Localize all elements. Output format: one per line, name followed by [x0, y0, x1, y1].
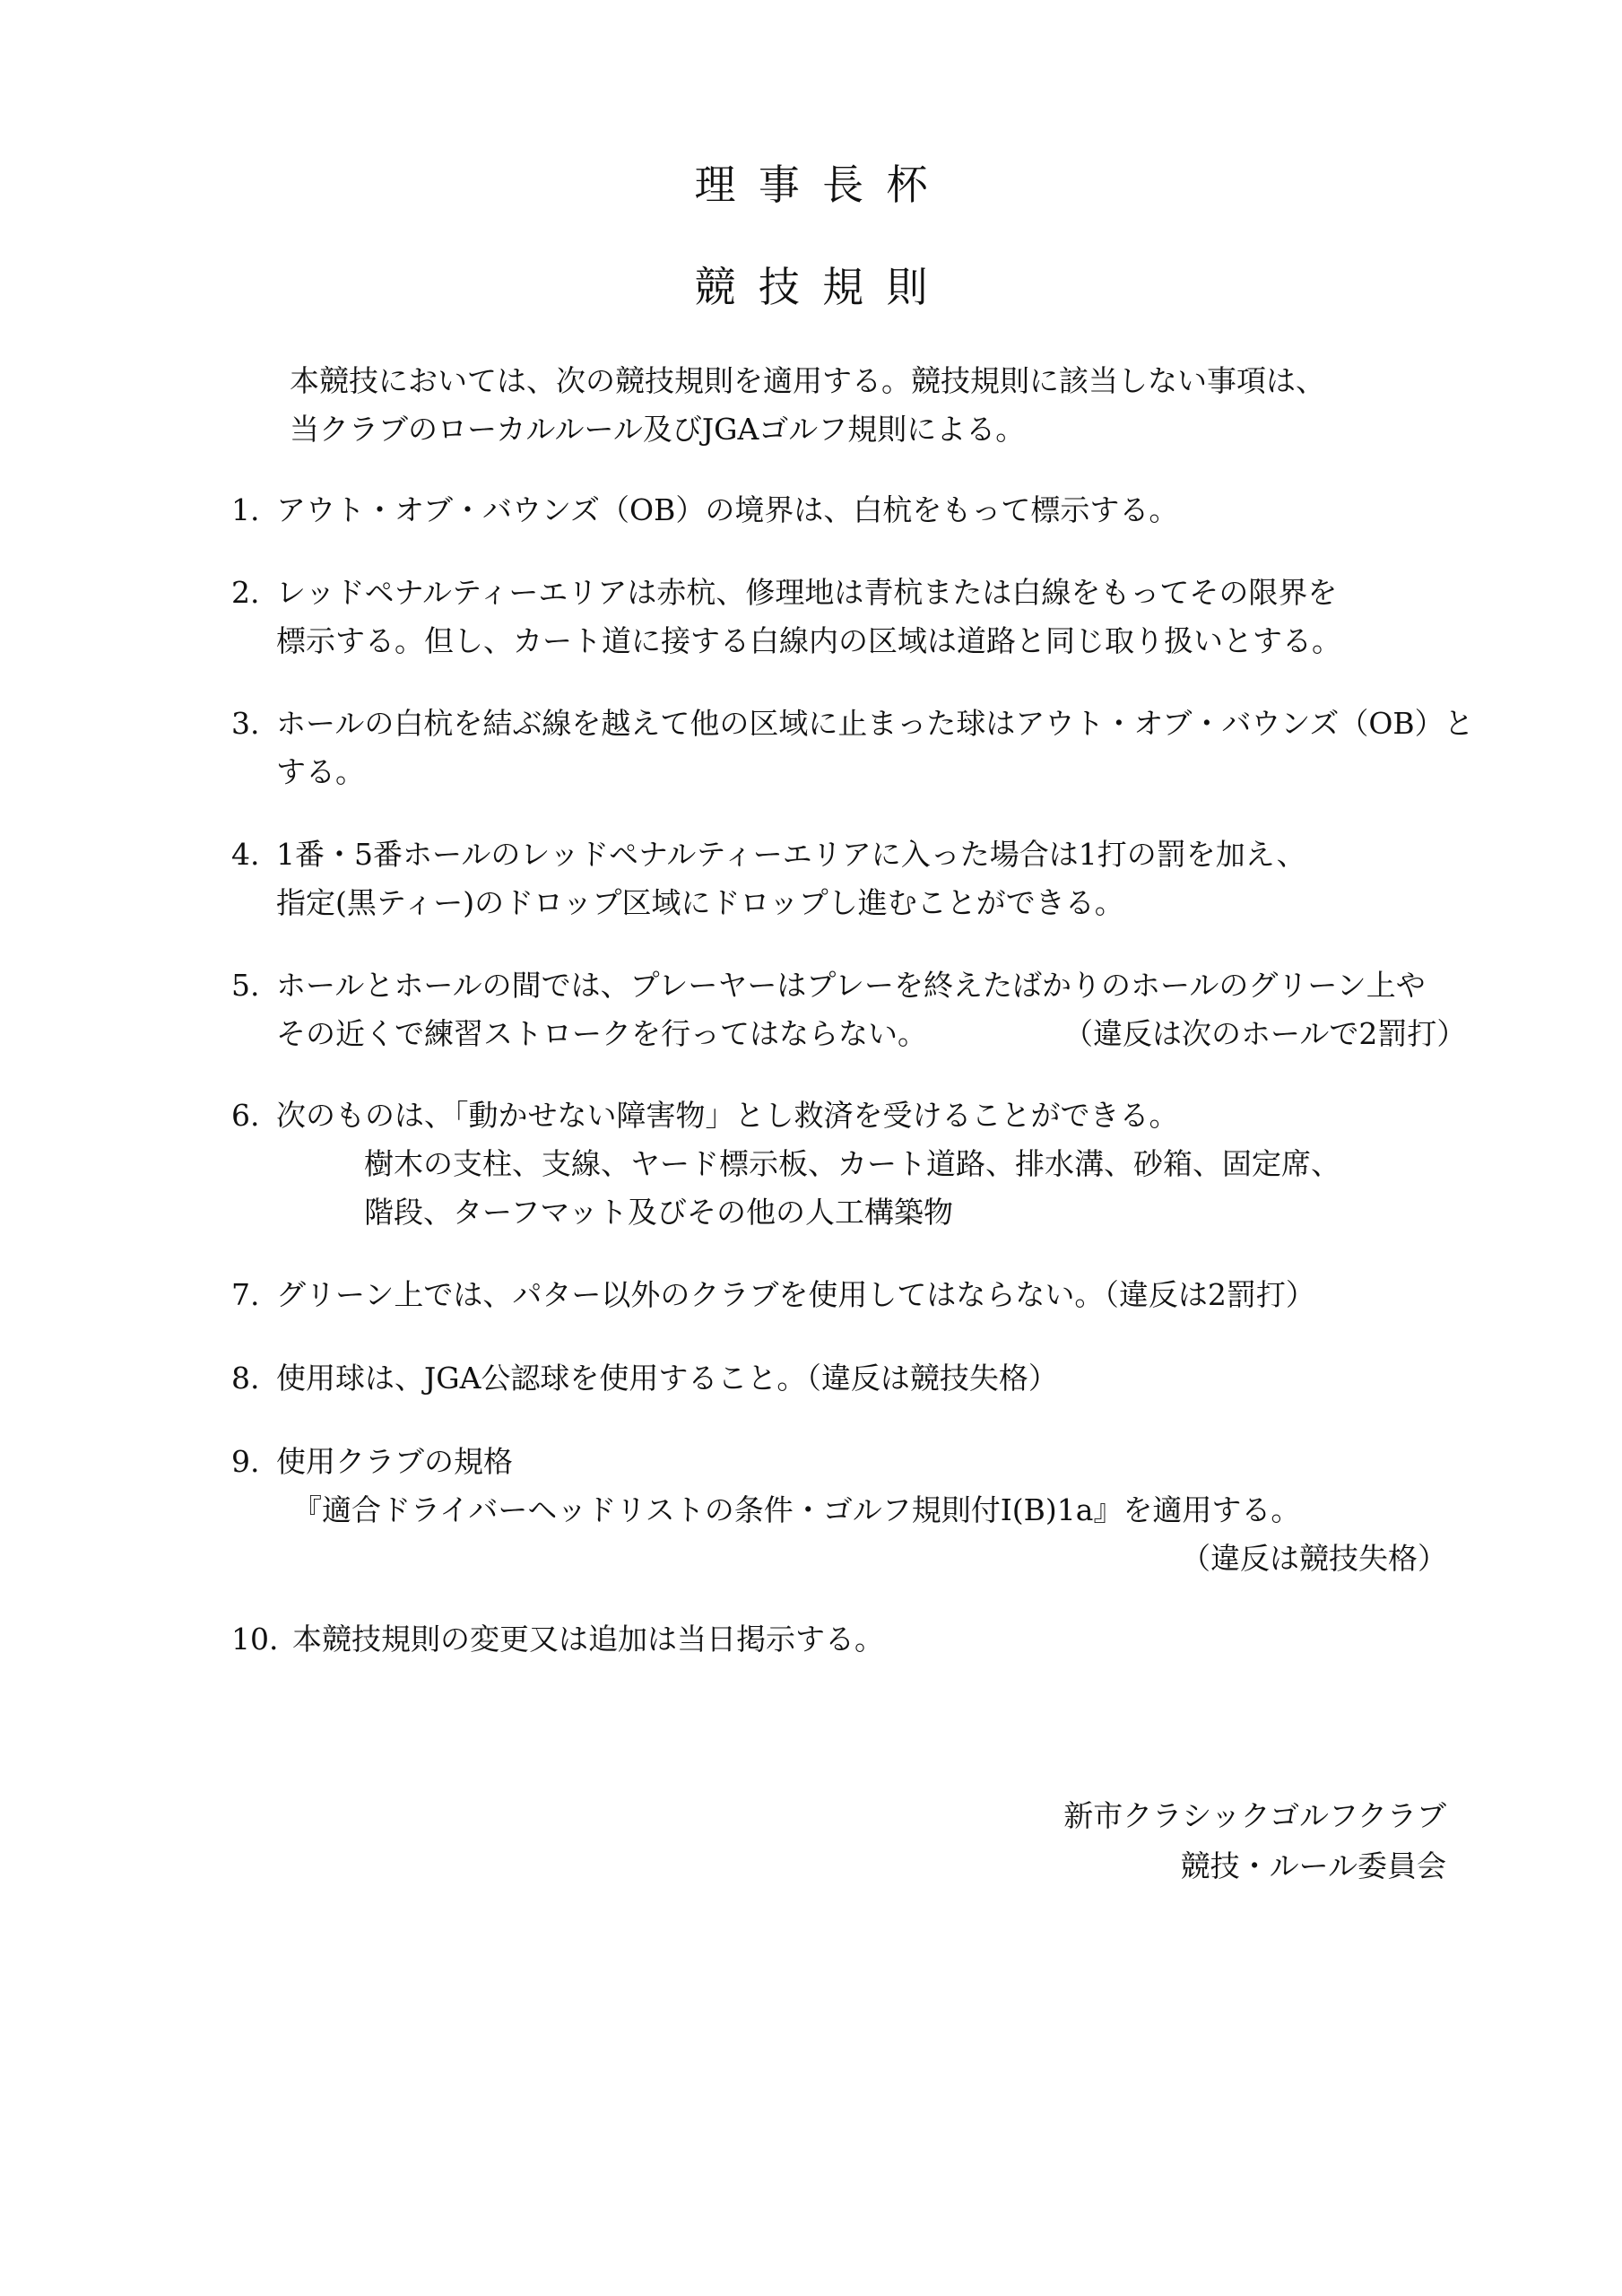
rule-number: 4.	[231, 837, 260, 872]
document-subtitle: 競技規則	[694, 263, 950, 311]
rule-text: 1番・5番ホールのレッドペナルティーエリアに入った場合は1打の罰を加え、	[276, 837, 1306, 872]
rule-item-7	[231, 1271, 1315, 1319]
rule-item-9	[231, 1438, 1447, 1583]
rule-text: 使用クラブの規格	[276, 1444, 513, 1479]
rule-number: 8.	[231, 1361, 260, 1396]
rule-text: その近くで練習ストロークを行ってはならない。 （違反は次のホールで2罰打）	[276, 1016, 1467, 1051]
rule-text: 本競技規則の変更又は追加は当日掲示する。	[292, 1622, 884, 1657]
rule-text: 樹木の支柱、支線、ヤード標示板、カート道路、排水溝、砂箱、固定席、	[364, 1146, 1340, 1181]
rule-text: 指定(黒ティー)のドロップ区域にドロップし進むことができる。	[276, 885, 1124, 920]
rule-number: 3.	[231, 706, 260, 741]
rule-number: 2.	[231, 575, 260, 610]
rule-item-2	[231, 569, 1341, 665]
rule-text: 階段、ターフマット及びその他の人工構築物	[364, 1195, 954, 1230]
rule-text: する。	[276, 754, 365, 789]
intro-line-1: 本競技においては、次の競技規則を適用する。競技規則に該当しない事項は、	[290, 363, 1325, 398]
rule-item-5	[231, 961, 1466, 1058]
signature-block	[1063, 1791, 1446, 1892]
rule-number: 9.	[231, 1444, 260, 1479]
penalty-note: （違反は次のホールで2罰打）	[1063, 1016, 1467, 1051]
penalty-note: （違反は競技失格）	[1181, 1541, 1447, 1576]
rule-text: アウト・オブ・バウンズ（OB）の境界は、白杭をもって標示する。	[276, 492, 1179, 527]
rule-item-8	[231, 1354, 1058, 1403]
rule-number: 5.	[231, 968, 260, 1003]
rule-text: ホールとホールの間では、プレーヤーはプレーを終えたばかりのホールのグリーン上や	[276, 968, 1426, 1003]
rule-number: 6.	[231, 1098, 260, 1133]
rule-item-1	[231, 486, 1178, 535]
rule-text: 使用球は、JGA公認球を使用すること。（違反は競技失格）	[276, 1361, 1058, 1396]
rule-text: 標示する。但し、カート道に接する白線内の区域は道路と同じ取り扱いとする。	[276, 623, 1341, 658]
rule-item-10	[231, 1615, 884, 1664]
document-title: 理事長杯	[694, 161, 950, 209]
rule-number: 7.	[231, 1277, 260, 1312]
rule-item-4	[231, 831, 1306, 927]
intro-line-2: 当クラブのローカルルール及びJGAゴルフ規則による。	[290, 412, 1026, 447]
rule-text: 『適合ドライバーヘッドリストの条件・ゴルフ規則付Ⅰ(B)1a』を適用する。	[292, 1492, 1301, 1527]
intro-paragraph	[290, 357, 1325, 454]
rule-text: ホールの白杭を結ぶ線を越えて他の区域に止まった球はアウト・オブ・バウンズ（OB）と	[276, 706, 1474, 741]
rule-item-3	[231, 700, 1474, 796]
club-name: 新市クラシックゴルフクラブ	[1063, 1798, 1446, 1833]
rule-number: 1.	[231, 492, 260, 527]
rule-number: 10.	[231, 1622, 279, 1657]
rule-item-6	[231, 1091, 1340, 1237]
rule-text: レッドペナルティーエリアは赤杭、修理地は青杭または白線をもってその限界を	[276, 575, 1338, 610]
committee-name: 競技・ルール委員会	[1180, 1848, 1446, 1883]
rule-text: 次のものは、「動かせない障害物」とし救済を受けることができる。	[276, 1098, 1179, 1133]
rule-text: グリーン上では、パター以外のクラブを使用してはならない。（違反は2罰打）	[276, 1277, 1315, 1312]
